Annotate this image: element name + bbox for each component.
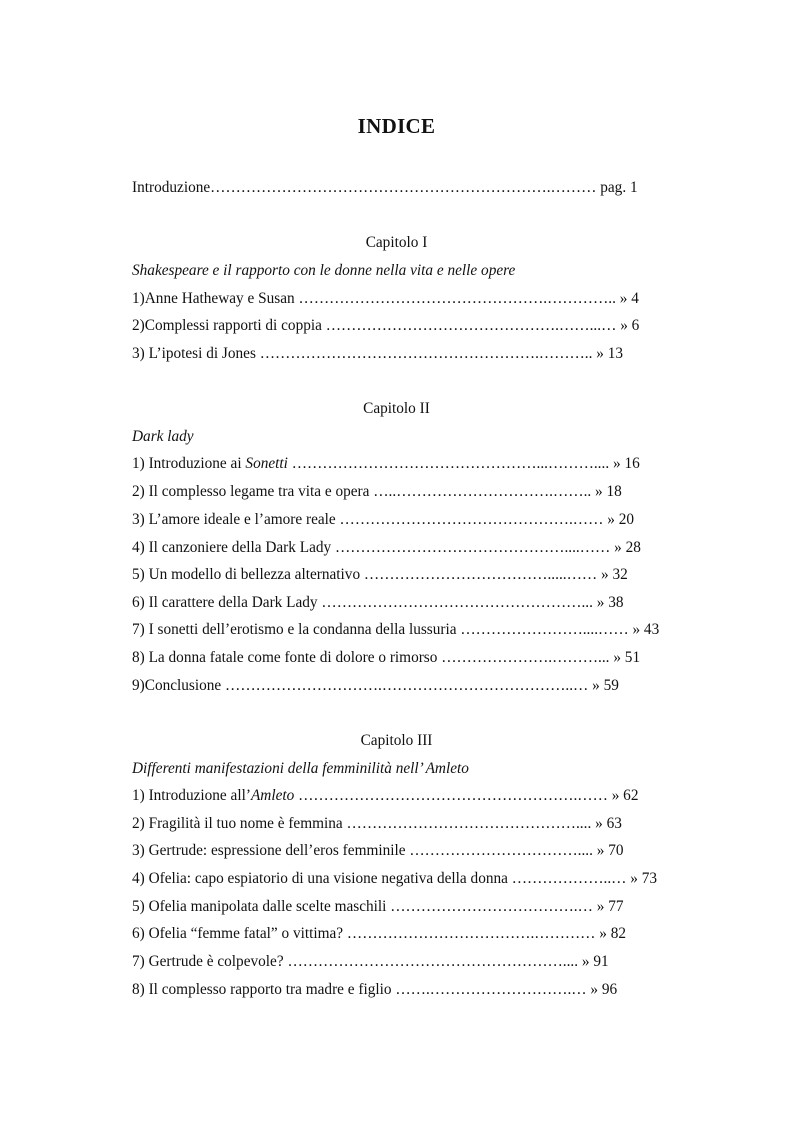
- chapter-subtitle: Differenti manifestazioni della femminilità nell’ Amleto: [132, 760, 469, 777]
- chapter-subtitle: Shakespeare e il rapporto con le donne nella vita e nelle opere: [132, 262, 516, 279]
- toc-entry-leader: ……………………………………………….…… » 62: [294, 787, 639, 804]
- toc-entry: 6) Il carattere della Dark Lady ……………………………………………... » 38: [132, 594, 624, 611]
- toc-entry: 5) Un modello di bellezza alternativo ……………………………….....…… » 32: [132, 566, 628, 583]
- chapter-subtitle: Dark lady: [132, 428, 194, 445]
- toc-entry: 8) Il complesso rapporto tra madre e figlio …….……………………….… » 96: [132, 981, 618, 998]
- toc-entry: 3) L’amore ideale e l’amore reale ……………………………………….…… » 20: [132, 511, 634, 528]
- toc-entry: 2)Complessi rapporti di coppia ……………………………………….……...… » 6: [132, 317, 640, 334]
- chapter-heading: Capitolo I: [365, 234, 428, 251]
- toc-entry-italic: Sonetti: [245, 455, 288, 472]
- toc-entry: 3) Gertrude: espressione dell’eros femminile …………………………….... » 70: [132, 842, 624, 859]
- toc-entry: 4) Ofelia: capo espiatorio di una visione negativa della donna ………………..… » 73: [132, 870, 658, 887]
- toc-entry: [132, 786, 638, 806]
- chapter-heading: Capitolo III: [360, 732, 433, 749]
- toc-entry-text: 1) Introduzione ai: [132, 455, 246, 472]
- toc-entry-leader: …………………………………………...……….... » 16: [287, 455, 640, 472]
- toc-entry: 4) Il canzoniere della Dark Lady ………………………………………....…… » 28: [132, 539, 641, 556]
- toc-entry: 5) Ofelia manipolata dalle scelte maschili ……………………………….… » 77: [132, 898, 624, 915]
- toc-entry-italic: Amleto: [250, 787, 295, 804]
- toc-entry: 2) Il complesso legame tra vita e opera …..………………………….…….. » 18: [132, 483, 622, 500]
- toc-entry-text: 1) Introduzione all’: [132, 787, 251, 804]
- toc-entry: 7) I sonetti dell’erotismo e la condanna della lussuria ……………………....…… » 43: [132, 621, 660, 638]
- toc-entry: [132, 454, 640, 474]
- page-title: INDICE: [357, 114, 436, 138]
- toc-entry: 8) La donna fatale come fonte di dolore o rimorso ………………….………... » 51: [132, 649, 641, 666]
- toc-entry: 9)Conclusione ………………………….………………………………..… » 59: [132, 677, 619, 694]
- toc-entry: 1)Anne Hatheway e Susan ………………………………………….………….. » 4: [132, 290, 639, 307]
- toc-entry: 7) Gertrude è colpevole? ……………………………………………….... » 91: [132, 953, 609, 970]
- toc-entry: 6) Ofelia “femme fatal” o vittima? ……………………………….………… » 82: [132, 925, 627, 942]
- toc-entry-introduzione: Introduzione………………………………………………………….……… pag. 1: [132, 179, 638, 196]
- chapter-heading: Capitolo II: [363, 400, 430, 417]
- toc-entry: 3) L’ipotesi di Jones ……………………………………………….……….. » 13: [132, 345, 624, 362]
- toc-entry: 2) Fragilità il tuo nome è femmina ……………………………………….... » 63: [132, 815, 622, 832]
